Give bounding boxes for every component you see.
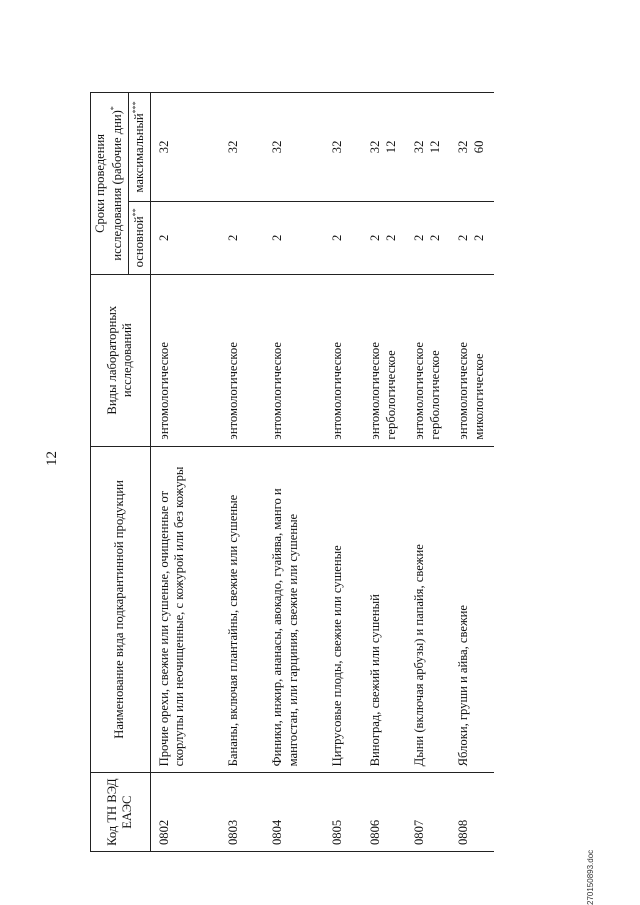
cell-basic bbox=[362, 201, 406, 274]
header-terms: Сроки проведения исследования (рабочие дни)* bbox=[91, 93, 129, 275]
cell-max-line: 32 bbox=[156, 140, 171, 154]
cell-code: 0802 bbox=[150, 773, 220, 852]
cell-basic bbox=[264, 201, 324, 274]
cell-lab-type-line: гербологическое bbox=[427, 350, 442, 440]
cell-lab-type bbox=[362, 274, 406, 446]
cell-max-line: 32 bbox=[368, 140, 383, 154]
table-row bbox=[450, 93, 494, 852]
cell-code: 0808 bbox=[450, 773, 494, 852]
cell-code: 0803 bbox=[220, 773, 264, 852]
cell-basic bbox=[150, 201, 220, 274]
cell-basic-line: 2 bbox=[456, 234, 471, 241]
cell-basic bbox=[220, 201, 264, 274]
cell-lab-type bbox=[324, 274, 362, 446]
cell-basic-line: 2 bbox=[270, 234, 285, 241]
cell-lab-type-line: энтомологическое bbox=[270, 342, 285, 440]
cell-max bbox=[220, 93, 264, 202]
cell-basic-line: 2 bbox=[330, 234, 345, 241]
cell-max bbox=[150, 93, 220, 202]
cell-lab-type-line: энтомологическое bbox=[226, 342, 241, 440]
header-basic: основной** bbox=[128, 201, 150, 274]
table-row bbox=[324, 93, 362, 852]
cell-lab-type bbox=[150, 274, 220, 446]
table-row bbox=[150, 93, 220, 852]
header-code: Код ТН ВЭД ЕАЭС bbox=[91, 773, 151, 852]
footer-filename: 270150893.doc bbox=[586, 849, 595, 905]
cell-max bbox=[264, 93, 324, 202]
cell-max-line: 12 bbox=[427, 140, 442, 154]
cell-code: 0807 bbox=[406, 773, 450, 852]
cell-basic-line: 2 bbox=[226, 234, 241, 241]
table-body bbox=[150, 93, 494, 852]
cell-lab-type bbox=[264, 274, 324, 446]
table-row bbox=[220, 93, 264, 852]
cell-max bbox=[362, 93, 406, 202]
cell-lab-type bbox=[406, 274, 450, 446]
cell-lab-type-line: энтомологическое bbox=[330, 342, 345, 440]
cell-basic-line: 2 bbox=[471, 234, 486, 241]
cell-basic bbox=[406, 201, 450, 274]
cell-lab-type-line: энтомологическое bbox=[412, 342, 427, 440]
cell-max-line: 32 bbox=[412, 140, 427, 154]
cell-name: Яблоки, груши и айва, свежие bbox=[450, 446, 494, 773]
header-name: Наименование вида подкарантинной продукции bbox=[91, 446, 151, 773]
cell-basic bbox=[450, 201, 494, 274]
cell-basic-line: 2 bbox=[412, 234, 427, 241]
cell-name: Бананы, включая плантайны, свежие или сушеные bbox=[220, 446, 264, 773]
cell-lab-type-line: энтомологическое bbox=[156, 342, 171, 440]
quarantine-table bbox=[90, 92, 570, 852]
cell-basic-line: 2 bbox=[368, 234, 383, 241]
cell-basic bbox=[324, 201, 362, 274]
header-lab-type: Виды лабораторных исследований bbox=[91, 274, 151, 446]
cell-name: Прочие орехи, свежие или сушеные, очищенные от скорлупы или неочищенные, с кожурой или без кожуры bbox=[150, 446, 220, 773]
cell-lab-type-line: энтомологическое bbox=[368, 342, 383, 440]
cell-code: 0804 bbox=[264, 773, 324, 852]
cell-lab-type-line: микологическое bbox=[471, 353, 486, 440]
cell-max-line: 12 bbox=[383, 140, 398, 154]
cell-max bbox=[450, 93, 494, 202]
cell-lab-type-line: энтомологическое bbox=[456, 342, 471, 440]
page-number: 12 bbox=[44, 451, 60, 466]
cell-name: Дыни (включая арбузы) и папайя, свежие bbox=[406, 446, 450, 773]
cell-name: Финики, инжир, ананасы, авокадо, гуайява, манго и мангостан, или гарциния, свежие или сушеные bbox=[264, 446, 324, 773]
table-row bbox=[362, 93, 406, 852]
cell-max bbox=[406, 93, 450, 202]
cell-max-line: 32 bbox=[270, 140, 285, 154]
cell-lab-type-line: гербологическое bbox=[383, 350, 398, 440]
cell-lab-type bbox=[450, 274, 494, 446]
header-max: максимальный*** bbox=[128, 93, 150, 202]
table-row bbox=[264, 93, 324, 852]
cell-lab-type bbox=[220, 274, 264, 446]
table-row bbox=[406, 93, 450, 852]
cell-name: Виноград, свежий или сушеный bbox=[362, 446, 406, 773]
cell-max-line: 32 bbox=[456, 140, 471, 154]
cell-max-line: 32 bbox=[330, 140, 345, 154]
cell-max bbox=[324, 93, 362, 202]
cell-basic-line: 2 bbox=[427, 234, 442, 241]
cell-basic-line: 2 bbox=[383, 234, 398, 241]
cell-max-line: 60 bbox=[471, 140, 486, 154]
cell-code: 0806 bbox=[362, 773, 406, 852]
cell-name: Цитрусовые плоды, свежие или сушеные bbox=[324, 446, 362, 773]
cell-code: 0805 bbox=[324, 773, 362, 852]
cell-max-line: 32 bbox=[226, 140, 241, 154]
cell-basic-line: 2 bbox=[156, 234, 171, 241]
